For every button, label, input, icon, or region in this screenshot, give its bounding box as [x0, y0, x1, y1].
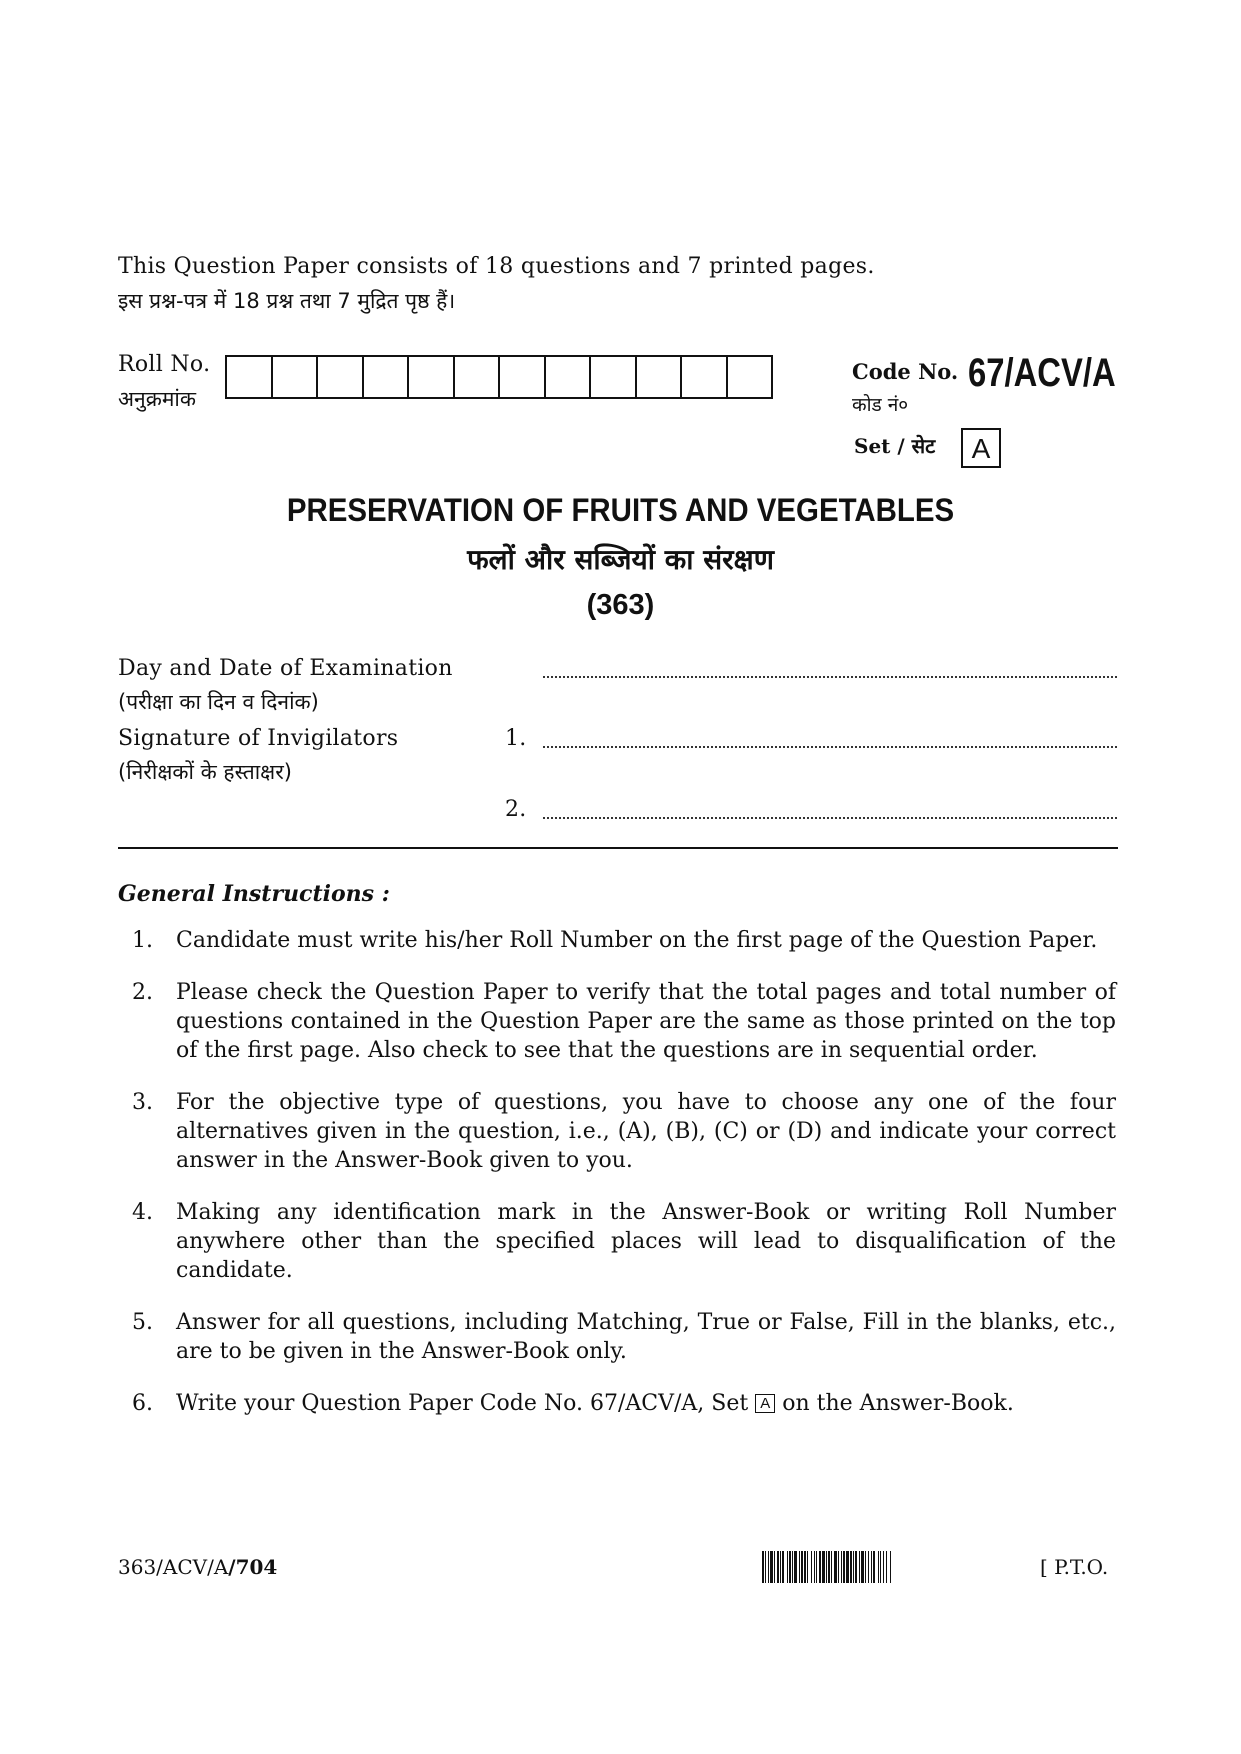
roll-number-cell[interactable] [591, 357, 637, 397]
barcode-bar [801, 1551, 803, 1583]
subject-title-hindi: फलों और सब्जियों का संरक्षण [467, 543, 774, 576]
roll-number-boxes[interactable] [225, 355, 773, 399]
barcode-bar [861, 1551, 864, 1583]
roll-number-cell[interactable] [318, 357, 364, 397]
roll-number-cell[interactable] [273, 357, 319, 397]
barcode-bar [765, 1551, 766, 1583]
paper-code-suffix: /704 [228, 1555, 278, 1579]
barcode-bar [789, 1551, 791, 1583]
exam-date-label: Day and Date of Examination [118, 656, 453, 681]
instruction-text: Candidate must write his/her Roll Number on the first page of the Question Paper. [176, 928, 1098, 953]
invigilator-signature-label: Signature of Invigilators [118, 726, 399, 751]
pto-label: [ P.T.O. [1040, 1555, 1109, 1579]
barcode-bar [794, 1551, 797, 1583]
roll-number-label-hindi: अनुक्रमांक [118, 387, 196, 411]
roll-number-cell[interactable] [500, 357, 546, 397]
set-box: A [961, 428, 1001, 468]
code-number-value: 67/ACV/A [968, 351, 1116, 395]
subject-code: (363) [586, 589, 655, 621]
barcode-bar [762, 1551, 764, 1583]
roll-number-cell[interactable] [682, 357, 728, 397]
barcode-bar [871, 1551, 872, 1583]
barcode-bar [828, 1551, 830, 1583]
barcode-bar [770, 1551, 773, 1583]
separator-line [118, 847, 1118, 849]
page-count-english: This Question Paper consists of 18 questions and 7 printed pages. [118, 254, 875, 279]
instruction-item [118, 926, 1116, 955]
barcode-bar [838, 1551, 839, 1583]
instruction-item [118, 1198, 1116, 1285]
set-label: Set / सेट [854, 434, 936, 458]
barcode-bar [841, 1551, 842, 1583]
barcode-bar [878, 1551, 879, 1583]
barcode [762, 1551, 1024, 1583]
barcode-bar [807, 1551, 808, 1583]
roll-number-cell[interactable] [637, 357, 683, 397]
page-count-hindi: इस प्रश्न-पत्र में 18 प्रश्न तथा 7 मुद्रित पृष्ठ हैं। [118, 289, 456, 313]
barcode-bar [868, 1551, 869, 1583]
barcode-bar [799, 1551, 800, 1583]
invigilator-signature-label-hindi: (निरीक्षकों के हस्ताक्षर) [118, 760, 292, 784]
instructions-heading: General Instructions : [118, 881, 390, 907]
set-letter-box: A [755, 1394, 775, 1413]
roll-number-cell[interactable] [364, 357, 410, 397]
roll-number-label: Roll No. [118, 352, 211, 377]
barcode-bar [831, 1551, 832, 1583]
barcode-bar [780, 1551, 781, 1583]
instructions-list-container [118, 926, 1116, 1418]
roll-number-cell[interactable] [546, 357, 592, 397]
barcode-bar [811, 1551, 812, 1583]
instruction-number: 6. [132, 1391, 153, 1416]
instruction-text: Please check the Question Paper to verify that the total pages and total number of questions contained in the Question Paper are the same as those printed on the top of the first page. Also check to see that the questions are in sequential order. [176, 980, 1116, 1063]
instruction-item [118, 978, 1116, 1065]
instruction-text-after: on the Answer-Book. [782, 1391, 1014, 1416]
barcode-bar [873, 1551, 875, 1583]
barcode-bar [853, 1551, 854, 1583]
barcode-bar [890, 1551, 891, 1583]
barcode-bar [865, 1551, 866, 1583]
signature-field-2[interactable] [543, 817, 1117, 819]
instruction-item [118, 1088, 1116, 1175]
exam-date-field[interactable] [543, 676, 1117, 678]
instruction-item [118, 1389, 1116, 1418]
instruction-number: 2. [132, 980, 153, 1005]
barcode-bar [814, 1551, 815, 1583]
instruction-text-before: Write your Question Paper Code No. 67/ACV/A, Set [176, 1391, 749, 1416]
barcode-bar [880, 1551, 881, 1583]
instruction-text: Making any identification mark in the Answer-Book or writing Roll Number anywhere other than the specified places will lead to disqualification of the candidate. [176, 1200, 1116, 1283]
instruction-number: 1. [132, 928, 153, 953]
roll-number-cell[interactable] [455, 357, 501, 397]
instruction-text: Answer for all questions, including Matching, True or False, Fill in the blanks, etc., are to be given in the Answer-Book only. [176, 1310, 1116, 1364]
barcode-bar [859, 1551, 860, 1583]
roll-number-cell[interactable] [409, 357, 455, 397]
signature-number-2: 2. [505, 797, 527, 822]
barcode-bar [886, 1551, 887, 1583]
barcode-bar [850, 1551, 852, 1583]
code-number-label-hindi: कोड नं० [852, 394, 909, 416]
barcode-bar [816, 1551, 817, 1583]
signature-field-1[interactable] [543, 746, 1117, 748]
instruction-text [176, 1389, 1116, 1418]
roll-number-cell[interactable] [728, 357, 772, 397]
instruction-text: For the objective type of questions, you have to choose any one of the four alternatives given in the question, i.e., (A), (B), (C) or (D) and indicate your correct answer in the Answer-Book given to you. [176, 1090, 1116, 1173]
barcode-bar [782, 1551, 784, 1583]
barcode-bar [846, 1551, 849, 1583]
barcode-bar [843, 1551, 845, 1583]
barcode-bar [855, 1551, 857, 1583]
paper-code-footer [118, 1555, 277, 1579]
subject-title: PRESERVATION OF FRUITS AND VEGETABLES [286, 492, 955, 528]
barcode-bar [883, 1551, 884, 1583]
barcode-bar [787, 1551, 788, 1583]
barcode-bar [819, 1551, 821, 1583]
barcode-bar [834, 1551, 837, 1583]
instructions-list [118, 926, 1116, 1418]
paper-code-prefix: 363/ACV/A [118, 1555, 229, 1579]
instruction-item [118, 1308, 1116, 1366]
signature-number-1: 1. [505, 726, 527, 751]
barcode-bar [804, 1551, 806, 1583]
barcode-bar [777, 1551, 779, 1583]
barcode-bar [792, 1551, 793, 1583]
code-number-label: Code No. [852, 359, 959, 384]
instruction-number: 3. [132, 1090, 153, 1115]
exam-date-label-hindi: (परीक्षा का दिन व दिनांक) [118, 690, 319, 714]
roll-number-cell[interactable] [227, 357, 273, 397]
barcode-bar [822, 1551, 825, 1583]
instruction-number: 4. [132, 1200, 153, 1225]
barcode-bar [774, 1551, 775, 1583]
barcode-bar [768, 1551, 769, 1583]
barcode-bar [826, 1551, 827, 1583]
instruction-number: 5. [132, 1310, 153, 1335]
